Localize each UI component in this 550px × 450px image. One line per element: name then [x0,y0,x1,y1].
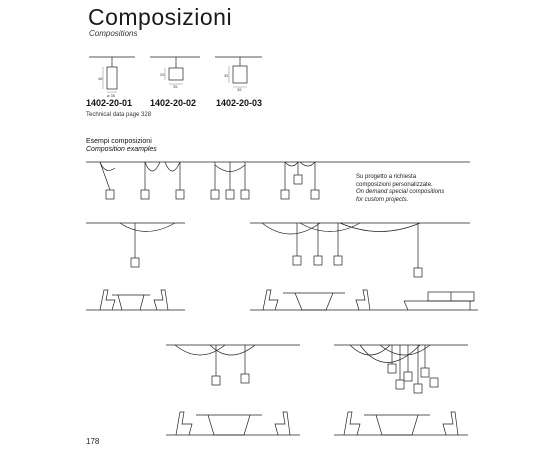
product-code: 1402-20-03 [216,98,263,108]
product-code: 1402-20-01 [86,98,133,108]
note-line: for custom projects. [356,196,409,203]
dim-label: 35 [237,87,242,92]
note-line: Su progetto a richiesta [356,174,417,180]
page-number: 178 [86,437,100,446]
dim-label: 48 [98,76,103,81]
technical-data-ref: Technical data page 328 [86,112,152,118]
examples-heading-en: Composition examples [86,146,157,153]
dim-label: 25 [160,72,165,77]
product-code: 1402-20-02 [150,98,197,108]
examples-heading-it: Esempi composizioni [86,138,152,145]
page-subtitle: Compositions [89,29,138,38]
note-line: composizioni personalizzate. [356,181,433,188]
dim-label: 35 [224,73,229,78]
dim-label: ø 35 [107,93,116,98]
page-title: Composizioni [88,4,233,30]
dim-label: 35 [173,84,178,89]
note-line: On demand special compositions [356,189,445,195]
